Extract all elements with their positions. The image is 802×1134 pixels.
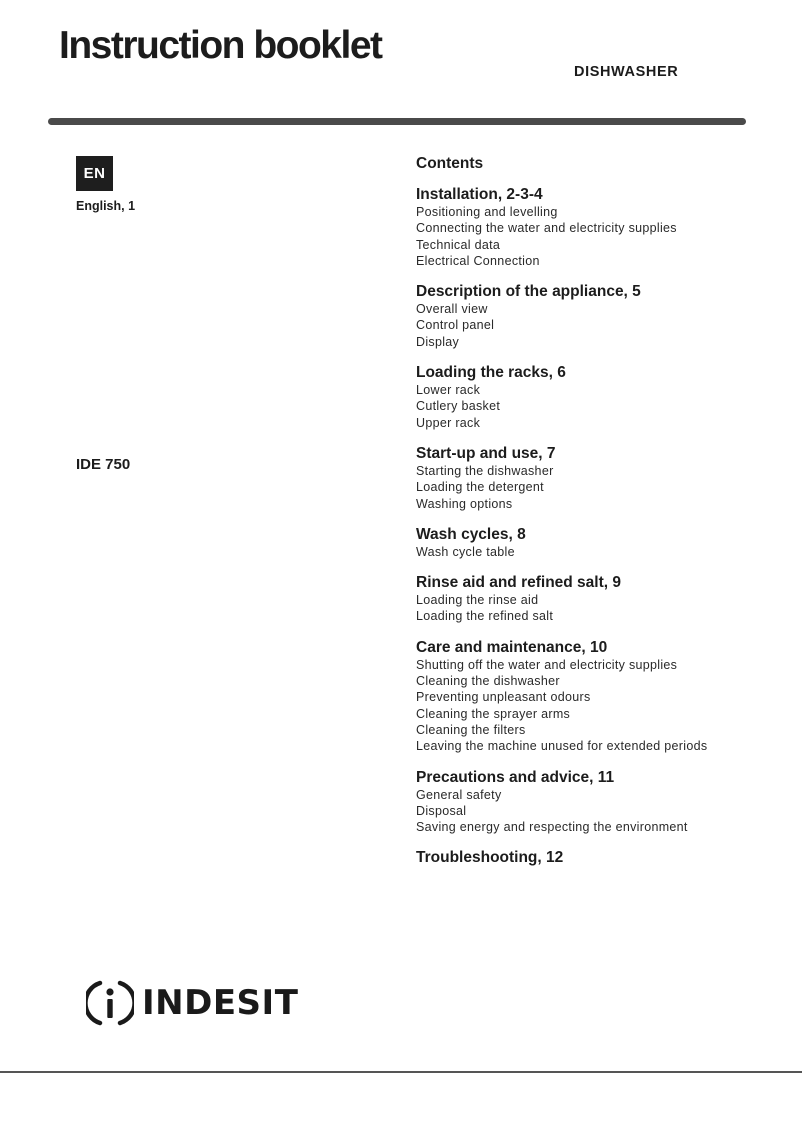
toc-item: Control panel — [416, 318, 495, 333]
brand-logo — [86, 978, 298, 1028]
toc-section-title: Wash cycles, 8 — [416, 525, 526, 543]
toc-section-title: Care and maintenance, 10 — [416, 638, 608, 656]
header-divider — [48, 118, 746, 125]
toc-item: General safety — [416, 787, 502, 802]
toc-item: Overall view — [416, 302, 488, 317]
toc-section — [416, 526, 786, 560]
toc-section — [416, 574, 786, 625]
toc-section — [416, 186, 786, 269]
toc-item: Wash cycle table — [416, 544, 515, 559]
toc-item: Disposal — [416, 803, 467, 818]
toc-section-title: Description of the appliance, 5 — [416, 283, 641, 301]
toc-item: Saving energy and respecting the environment — [416, 820, 688, 835]
toc-item: Technical data — [416, 237, 501, 252]
brand-name: INDESIT — [142, 983, 299, 1023]
toc-item: Loading the rinse aid — [416, 593, 539, 608]
toc-item: Display — [416, 334, 460, 349]
toc-section-title: Start-up and use, 7 — [416, 444, 556, 462]
table-of-contents — [416, 154, 786, 881]
toc-section — [416, 445, 786, 512]
toc-section — [416, 769, 786, 836]
toc-item: Cutlery basket — [416, 399, 501, 414]
toc-item: Electrical Connection — [416, 253, 540, 268]
indesit-i-icon — [86, 978, 134, 1028]
toc-item: Lower rack — [416, 383, 481, 398]
toc-section — [416, 849, 786, 867]
toc-item: Connecting the water and electricity supplies — [416, 221, 677, 236]
toc-item: Shutting off the water and electricity supplies — [416, 657, 678, 672]
toc-item: Preventing unpleasant odours — [416, 690, 591, 705]
toc-item: Cleaning the filters — [416, 722, 526, 737]
document-type: DISHWASHER — [574, 64, 679, 80]
toc-item: Cleaning the dishwasher — [416, 674, 560, 689]
toc-section-title: Precautions and advice, 11 — [416, 768, 615, 786]
toc-section-title: Installation, 2-3-4 — [416, 186, 543, 203]
toc-item: Loading the detergent — [416, 480, 544, 495]
language-badge: EN — [76, 156, 113, 191]
toc-section — [416, 283, 786, 350]
contents-heading: Contents — [416, 155, 484, 172]
language-page-ref: English, 1 — [76, 199, 136, 213]
toc-item: Washing options — [416, 496, 513, 511]
toc-item: Positioning and levelling — [416, 205, 558, 219]
toc-section-title: Troubleshooting, 12 — [416, 849, 564, 867]
toc-section — [416, 364, 786, 431]
footer-divider — [0, 1071, 802, 1073]
toc-item: Starting the dishwasher — [416, 463, 554, 478]
toc-section-title: Loading the racks, 6 — [416, 364, 566, 382]
model-number: IDE 750 — [76, 456, 131, 473]
page-title: Instruction booklet — [59, 24, 382, 67]
toc-section-title: Rinse aid and refined salt, 9 — [416, 574, 622, 592]
toc-item: Loading the refined salt — [416, 609, 554, 624]
toc-item: Leaving the machine unused for extended periods — [416, 739, 708, 754]
toc-item: Upper rack — [416, 415, 481, 430]
toc-sections — [416, 186, 786, 867]
toc-section — [416, 639, 786, 755]
toc-item: Cleaning the sprayer arms — [416, 706, 571, 721]
